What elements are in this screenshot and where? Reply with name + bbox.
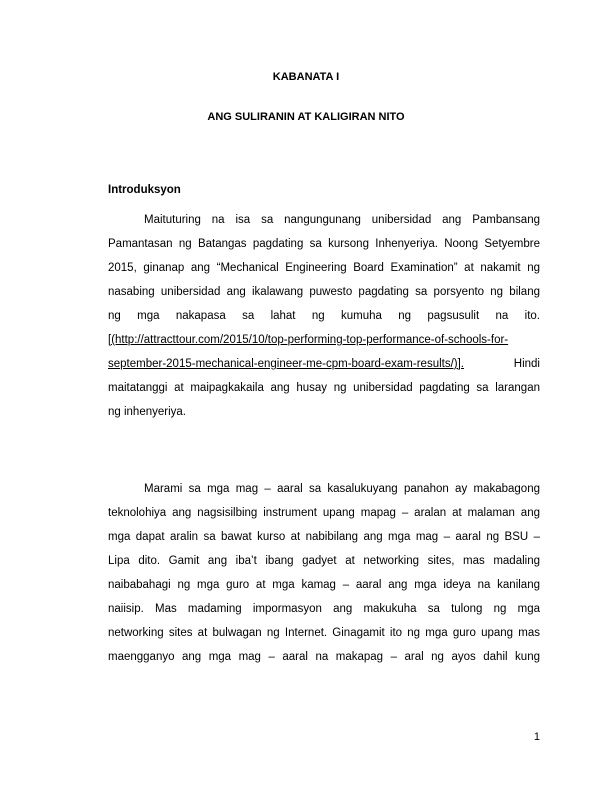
paragraph-introduction-1 <box>108 208 540 424</box>
paragraph-line: nasabing unibersidad ang ikalawang puwesto pagdating sa porsyento ng bilang <box>108 286 540 298</box>
reference-link-part-1[interactable]: [(http://attracttour.com/2015/10/top-performing-top-performance-of-schools-for- <box>108 334 509 346</box>
paragraph-line: ng mga nakapasa sa lahat ng kumuha ng pagsusulit na ito. <box>108 310 540 322</box>
paragraph-line: ng inhenyeriya. <box>108 406 186 418</box>
paragraph-line: Lipa dito. Gamit ang iba’t ibang gadyet at networking sites, mas madaling <box>108 555 540 567</box>
paragraph-introduction-2 <box>108 477 540 669</box>
paragraph-line: teknolohiya ang nagsisilbing instrument upang mapag – aralan at malaman ang <box>108 507 540 519</box>
reference-link-part-2[interactable]: september-2015-mechanical-engineer-me-cpm-board-exam-results/)]. <box>108 358 465 370</box>
paragraph-line <box>108 352 540 376</box>
paragraph-line: networking sites at bulwagan ng Internet. Ginagamit ito ng mga guro upang mas <box>108 627 540 639</box>
paragraph-line: maengganyo ang mga mag – aaral na makapag – aral ng ayos dahil kung <box>108 651 540 663</box>
paragraph-line: 2015, ginanap ang “Mechanical Engineering Board Examination” at nakamit ng <box>108 262 540 274</box>
paragraph-line: maitatanggi at maipagkakaila ang husay ng unibersidad pagdating sa larangan <box>108 382 540 394</box>
paragraph-line: Maituturing na isa sa nangungunang unibersidad ang Pambansang <box>144 214 540 226</box>
section-heading: Introduksyon <box>108 184 181 196</box>
paragraph-line: naiisip. Mas madaming impormasyon ang makukuha sa tulong ng mga <box>108 603 540 615</box>
paragraph-line: Marami sa mga mag – aaral sa kasalukuyang panahon ay makabagong <box>144 483 540 495</box>
paragraph-line <box>108 328 540 352</box>
paragraph-word: Hindi <box>513 358 540 370</box>
paragraph-line: Pamantasan ng Batangas pagdating sa kursong Inhenyeriya. Noong Setyembre <box>108 238 540 250</box>
paragraph-line: naibabahagi ng mga guro at mga kamag – aaral ang mga ideya na kanilang <box>108 579 540 591</box>
chapter-title: ANG SULIRANIN AT KALIGIRAN NITO <box>207 111 405 123</box>
paragraph-line: mga dapat aralin sa bawat kurso at nabibilang ang mga mag – aaral ng BSU – <box>108 531 540 543</box>
chapter-number: KABANATA I <box>272 71 340 83</box>
page-number: 1 <box>533 731 540 743</box>
